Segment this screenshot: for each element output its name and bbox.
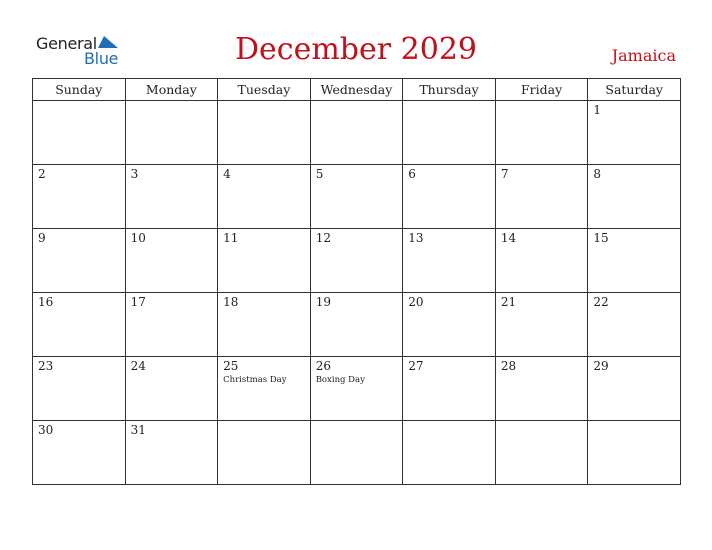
day-cell — [588, 165, 681, 229]
page-title: December 2029 — [235, 32, 477, 67]
day-cell — [218, 357, 311, 421]
weekday-sunday: Sunday — [33, 79, 126, 101]
weekday-monday: Monday — [125, 79, 218, 101]
day-number: 7 — [500, 167, 509, 181]
day-cell — [33, 293, 126, 357]
day-number: 12 — [315, 231, 331, 245]
day-cell — [588, 357, 681, 421]
holiday-label: Boxing Day — [315, 375, 365, 385]
weekday-thursday: Thursday — [403, 79, 496, 101]
day-cell — [125, 293, 218, 357]
week-row — [33, 293, 681, 357]
day-cell — [218, 165, 311, 229]
day-number: 15 — [593, 231, 609, 245]
day-cell — [403, 229, 496, 293]
day-number: 24 — [130, 359, 146, 373]
day-cell — [588, 101, 681, 165]
day-cell — [218, 421, 311, 485]
day-number: 21 — [500, 295, 517, 309]
day-number: 26 — [315, 359, 331, 373]
day-number: 9 — [38, 231, 46, 245]
day-cell — [495, 101, 588, 165]
day-number — [311, 101, 403, 104]
day-number: 13 — [408, 231, 424, 245]
day-cell — [403, 293, 496, 357]
day-cell — [33, 165, 126, 229]
day-number — [311, 421, 403, 424]
day-number: 2 — [38, 167, 46, 181]
weekday-tuesday: Tuesday — [218, 79, 311, 101]
day-cell — [495, 165, 588, 229]
day-number — [496, 421, 588, 424]
holiday-label: Christmas Day — [223, 375, 287, 385]
day-number: 28 — [500, 359, 517, 373]
week-row — [33, 357, 681, 421]
day-number — [588, 421, 680, 424]
day-number: 22 — [593, 295, 609, 309]
day-cell — [310, 357, 403, 421]
day-cell — [403, 421, 496, 485]
day-cell — [310, 293, 403, 357]
day-cell — [125, 165, 218, 229]
day-cell — [310, 421, 403, 485]
weekday-wednesday: Wednesday — [310, 79, 403, 101]
day-number — [33, 101, 125, 104]
day-number: 19 — [315, 295, 331, 309]
day-cell — [588, 421, 681, 485]
day-number: 25 — [223, 359, 239, 373]
day-cell — [125, 421, 218, 485]
logo-word-general: General — [36, 34, 97, 53]
day-cell — [125, 229, 218, 293]
day-number: 23 — [38, 359, 54, 373]
day-number: 18 — [223, 295, 239, 309]
day-number: 10 — [130, 231, 146, 245]
day-cell — [588, 293, 681, 357]
day-number: 1 — [593, 103, 602, 117]
day-number: 11 — [223, 231, 239, 245]
week-row — [33, 421, 681, 485]
day-cell — [33, 357, 126, 421]
logo-word-blue: Blue — [84, 49, 119, 68]
weekday-header-row — [33, 79, 681, 101]
day-cell — [495, 293, 588, 357]
day-number: 5 — [315, 167, 324, 181]
week-row — [33, 101, 681, 165]
day-number — [126, 101, 218, 104]
day-number: 8 — [593, 167, 602, 181]
day-cell — [403, 165, 496, 229]
calendar-grid — [32, 78, 681, 485]
day-cell — [125, 101, 218, 165]
day-number: 6 — [408, 167, 416, 181]
day-number: 29 — [593, 359, 609, 373]
weekday-saturday: Saturday — [588, 79, 681, 101]
day-number: 17 — [130, 295, 146, 309]
day-cell — [588, 229, 681, 293]
day-number — [403, 421, 495, 424]
day-cell — [495, 357, 588, 421]
day-cell — [218, 101, 311, 165]
day-cell — [403, 101, 496, 165]
day-cell — [218, 229, 311, 293]
day-cell — [33, 101, 126, 165]
day-cell — [218, 293, 311, 357]
weekday-friday: Friday — [495, 79, 588, 101]
day-cell — [310, 101, 403, 165]
day-number — [496, 101, 588, 104]
day-number — [218, 101, 310, 104]
day-number: 4 — [223, 167, 231, 181]
day-number: 3 — [130, 167, 139, 181]
week-row — [33, 165, 681, 229]
week-row — [33, 229, 681, 293]
day-cell — [33, 229, 126, 293]
day-cell — [403, 357, 496, 421]
day-number: 16 — [38, 295, 54, 309]
day-number: 30 — [38, 423, 54, 437]
day-cell — [310, 165, 403, 229]
day-cell — [33, 421, 126, 485]
day-cell — [495, 421, 588, 485]
day-cell — [495, 229, 588, 293]
country-label: Jamaica — [611, 46, 676, 65]
day-number: 14 — [500, 231, 517, 245]
calendar-body — [33, 101, 681, 485]
day-cell — [125, 357, 218, 421]
day-number — [218, 421, 310, 424]
day-number — [403, 101, 495, 104]
day-cell — [310, 229, 403, 293]
day-number: 27 — [408, 359, 424, 373]
day-number: 31 — [130, 423, 146, 437]
day-number: 20 — [408, 295, 424, 309]
